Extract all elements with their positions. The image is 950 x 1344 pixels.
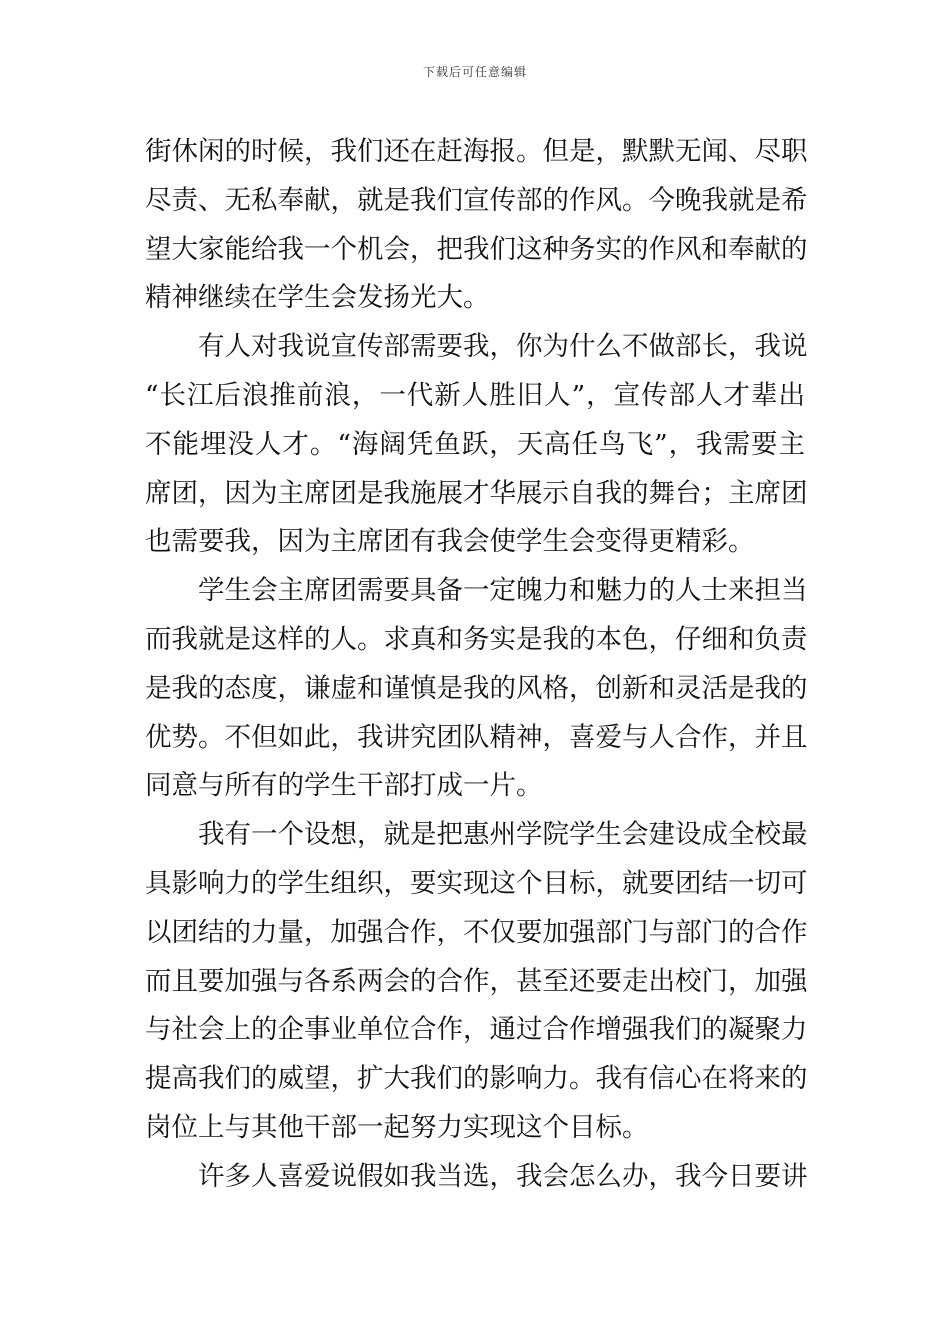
text-line: 同意与所有的学生干部打成一片。 [145,770,543,802]
text-line: 精神继续在学生会发扬光大。 [145,282,490,314]
text-line: 也需要我，因为主席团有我会使学生会变得更精彩。 [145,526,755,558]
text-line: 望大家能给我一个机会，把我们这种务实的作风和奉献的 [145,233,808,265]
paragraph-first-line: 许多人喜爱说假如我当选，我会怎么办，我今日要讲 [198,1160,808,1192]
paragraph-first-line: 学生会主席团需要具备一定魄力和魅力的人士来担当 [198,575,808,607]
text-line: 不能埋没人才。“海阔凭鱼跃，天高任鸟飞”，我需要主 [145,428,805,460]
paragraph-first-line: 有人对我说宣传部需要我，你为什么不做部长，我说 [198,331,808,363]
text-line: 以团结的力量，加强合作，不仅要加强部门与部门的合作 [145,916,808,948]
text-line: 席团，因为主席团是我施展才华展示自我的舞台；主席团 [145,477,808,509]
text-line: 而我就是这样的人。求真和务实是我的本色，仔细和负责 [145,623,808,655]
text-line: 提高我们的威望，扩大我们的影响力。我有信心在将来的 [145,1063,808,1095]
page-header: 下载后可任意编辑 [422,65,527,79]
paragraph-first-line: 我有一个设想，就是把惠州学院学生会建设成全校最 [198,819,808,851]
text-line: 而且要加强与各系两会的合作，甚至还要走出校门，加强 [145,965,808,997]
text-line: 街休闲的时候，我们还在赶海报。但是，默默无闻、尽职 [145,136,808,167]
text-line: 尽责、无私奉献，就是我们宣传部的作风。今晚我就是希 [145,184,808,216]
text-line: “长江后浪推前浪，一代新人胜旧人”，宣传部人才辈出 [145,379,805,411]
document-body [145,128,808,1202]
text-line: 具影响力的学生组织，要实现这个目标，就要团结一切可 [145,867,808,899]
text-line: 是我的态度，谦虚和谨慎是我的风格，创新和灵活是我的 [145,672,808,704]
text-line: 与社会上的企事业单位合作，通过合作增强我们的凝聚力 [145,1014,808,1046]
text-line: 岗位上与其他干部一起努力实现这个目标。 [145,1111,649,1143]
text-line: 优势。不但如此，我讲究团队精神，喜爱与人合作，并且 [145,721,808,753]
